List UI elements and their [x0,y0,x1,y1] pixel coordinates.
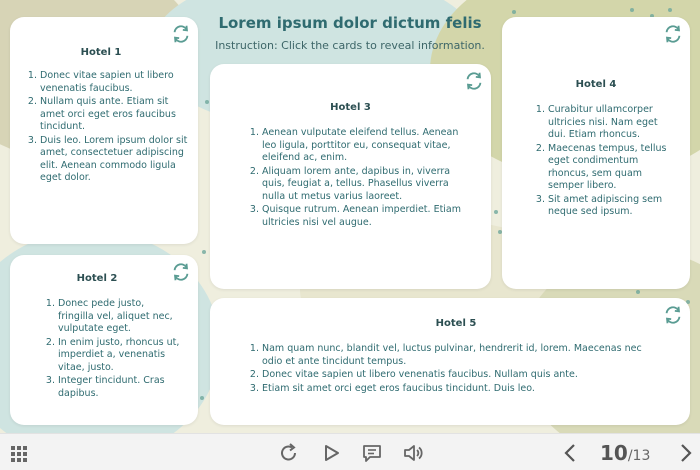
list-item: 1. Aenean vulputate eleifend tellus. Aenean leo ligula, porttitor eu, consequat vitae, eleifend ac, enim. [262,127,465,165]
flip-icon[interactable] [170,261,192,283]
player-toolbar [0,433,700,470]
list-item: 2. Nullam quis ante. Etiam sit amet orci eget eros faucibus tincidunt. [40,96,188,134]
card-title: Hotel 2 [76,273,118,284]
list-item: 1. Curabitur ullamcorper ultricies nisi. Nam eget dui. Etiam rhoncus. [548,104,668,142]
prev-icon[interactable] [560,442,582,464]
hotel-4-card[interactable] [502,17,690,289]
hotel-5-card[interactable] [210,298,690,425]
background-dot [630,8,634,12]
flip-icon[interactable] [662,23,684,45]
background-dot [200,396,204,400]
background-dot [668,8,672,12]
menu-grid-icon[interactable] [8,442,30,464]
list-item: 2. In enim justo, rhoncus ut, imperdiet a, venenatis vitae, justo. [58,337,180,375]
total-pages: /13 [627,448,651,464]
list-item: 3. Sit amet adipiscing sem neque sed ipsum. [548,194,668,219]
list-item: 1. Donec vitae sapien ut libero venenatis faucibus. [40,70,188,95]
play-icon[interactable] [320,442,342,464]
slide-header [200,12,500,53]
list-item: 2. Aliquam lorem ante, dapibus in, viverra quis, feugiat a, tellus. Phasellus viverra nulla ut metus varius laoreet. [262,166,465,204]
hotel-1-card[interactable] [10,17,198,244]
page-title: Lorem ipsum dolor dictum felis [218,14,482,32]
next-icon[interactable] [674,442,696,464]
background-dot [494,210,498,214]
background-dot [205,100,209,104]
card-title: Hotel 3 [330,102,371,113]
list-item: 3. Quisque rutrum. Aenean imperdiet. Etiam ultricies nisi vel augue. [262,204,465,229]
flip-icon[interactable] [170,23,192,45]
list-item: 3. Duis leo. Lorem ipsum dolor sit amet, consectetuer adipiscing elit. Aenean commodo ligula eget dolor. [40,135,188,185]
instruction-text: Instruction: Click the cards to reveal information. [215,39,485,52]
list-item: 1. Nam quam nunc, blandit vel, luctus pulvinar, hendrerit id, lorem. Maecenas nec odio et ante tincidunt tempus. [262,343,656,368]
hotel-3-card[interactable] [210,64,491,289]
list-item: 2. Donec vitae sapien ut libero venenatis faucibus. Nullam quis ante. [262,369,656,382]
hotel-2-card[interactable] [10,255,198,425]
card-title: Hotel 4 [575,79,617,90]
current-page: 10 [600,441,628,465]
list-item: 3. Etiam sit amet orci eget eros faucibus tincidunt. Duis leo. [262,383,656,396]
replay-icon[interactable] [278,442,300,464]
flip-icon[interactable] [662,304,684,326]
background-dot [512,10,516,14]
list-item: 1. Donec pede justo, fringilla vel, aliquet nec, vulputate eget. [58,298,180,336]
background-dot [202,250,206,254]
flip-icon[interactable] [463,70,485,92]
list-item: 3. Integer tincidunt. Cras dapibus. [58,375,180,400]
notes-icon[interactable] [361,442,383,464]
list-item: 2. Maecenas tempus, tellus eget condimentum rhoncus, sem quam semper libero. [548,143,668,193]
background-dot [636,290,640,294]
card-title: Hotel 5 [435,318,477,329]
card-title: Hotel 1 [80,47,122,58]
page-counter [600,440,650,469]
volume-icon[interactable] [402,442,424,464]
